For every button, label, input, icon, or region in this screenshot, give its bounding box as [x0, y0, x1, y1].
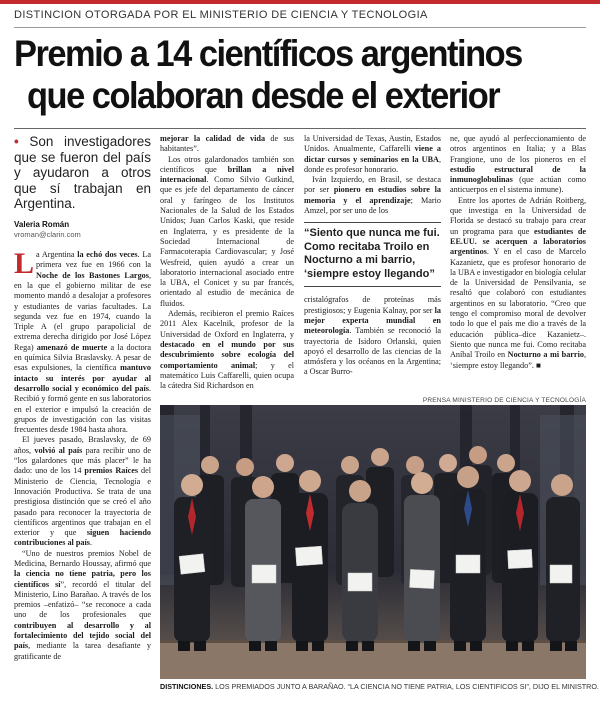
author-name: Valeria Román: [14, 219, 70, 229]
pull-quote: “Siento que nunca me fui. Como recitaba Troilo en Nocturno a mi barrio, ‘siempre estoy llegando”: [304, 222, 441, 287]
deck-text: Son investigadores que se fueron del país y ayudaron a otros que sí trabajan en Argentina.: [14, 134, 151, 211]
paragraph: Iván Izquierdo, en Brasil, se destaca por ser pionero en estudios sobre la memoria y el aprendizaje; Mario Amzel, por ser uno de los: [304, 175, 441, 216]
paragraph: la Universidad de Texas, Austin, Estados Unidos. Anualmente, Caffarelli viene a dictar cursos y seminarios en la UBA, donde es profesor honorario.: [304, 134, 441, 174]
headline-divider: [14, 128, 586, 129]
group-photo: [160, 405, 586, 679]
paragraph: La Argentina la echó dos veces. La primera vez fue en 1966 con la Noche de los Bastones Largos, en la que el gobierno militar de ese momento mandó a desalojar a profesores y estudiantes de varias facultades. La segunda vez fue en 1974, cuando la Triple A (el grupo parapolicial de extrema derecha dirigido por José López Rega) amenazó de muerte a la doctora en química Silvia Braslavsky. A pesar de esas expulsiones, la científica mantuvo intacto su interés por ayudar al desarrollo social y económico del país. Recibió y formó gente en sus laboratorios en el exterior e impulsó la creación de grupos de investigación con las visitas frecuentes desde 1984 hasta ahora.: [14, 247, 151, 435]
author-email: vroman@clarin.com: [14, 229, 81, 239]
paragraph: mejorar la calidad de vida de sus habitantes”.: [160, 134, 294, 154]
paragraph: Los otros galardonados también son científicos que brillan a nivel internacional. Como Silvio Gutkind, que es jefe del departamento de cáncer oral y faríngeo de los Institutos Nacionales de la Salud de los Estados Unidos; Juan Carlos Kaski, que reside en Inglaterra, y es presidente de la Sociedad Internacional de Farmacoterapia Cardiovascular; y José Wesfreid, quien ayudó a crear un laboratorio internacional asociado entre la UBA, el Conicet y su par francés, orientado al estudio de mecánica de fluidos.: [160, 154, 294, 308]
headline-line-1: Premio a 14 científicos argentinos: [14, 33, 522, 74]
paragraph: Además, recibieron el premio Raíces 2011 Alex Kacelnik, profesor de la Universidad de Oxford en Inglaterra, y destacado en el mundo por sus descubrimiento sobre ecología del comportamiento animal; y el matemático Luis Caffarelli, quien ocupa la cátedra Sid Richardson en: [160, 309, 294, 391]
photo-caption: [160, 682, 599, 691]
headline: [14, 33, 546, 117]
article-column-1: [14, 134, 151, 662]
article-column-3: [304, 134, 441, 378]
paragraph: El jueves pasado, Braslavsky, de 69 años, volvió al país para recibir uno de “los galardones que más placer” le ha dado: uno de los 14 premios Raíces del Ministerio de Ciencia, Tecnología e Innovación Productiva. Se trata de una prestigiosa distinción que se creó el año pasado para reconocer la trayectoria de científicos argentinos que trabajan en el exterior y que siguen haciendo contribuciones al país.: [14, 435, 151, 548]
top-accent-bar: [0, 0, 600, 4]
deck-bullet-icon: •: [14, 134, 30, 149]
headline-line-2: que colaboran desde el exterior: [27, 75, 500, 116]
paragraph: Entre los aportes de Adrián Roitberg, que investiga en la Universidad de Florida se destacó su trabajo para crear un programa para que estudiantes de EE.UU. se acerquen a laboratorios argentinos. Y en el caso de Marcelo Kazanietz, que es profesor honorario de la UBA e investigador en biología celular de la Universidad de Pensilvania, se resaltó que colaboró con estudiantes argentinos en su laboratorio. “Creo que tengo el compromiso moral de devolver todo lo que el país me dio a través de la educación pública–dice Kazanietz–. Siento que nunca me fui. Como recitaba Aníbal Troilo en Nocturno a mi barrio, ‘siempre estoy llegando”. ■: [450, 195, 587, 370]
article-column-2: [160, 134, 294, 391]
deck: [14, 134, 151, 212]
drop-cap: L: [14, 247, 35, 281]
caption-title: DISTINCIONES.: [160, 682, 214, 691]
section-kicker: DISTINCION OTORGADA POR EL MINISTERIO DE CIENCIA Y TECNOLOGIA: [14, 9, 428, 21]
paragraph: ne, que ayudó al perfeccionamiento de otros argentinos en Italia; y a Blas Frangione, uno de los pioneros en el estudio estructural de la inmunoglobulinas (que actúan como anticuerpos en el sistema inmune).: [450, 134, 586, 195]
article-column-4: [450, 134, 586, 371]
kicker-divider: [14, 27, 586, 28]
group-photo-illustration: [160, 405, 586, 679]
paragraph: cristalógrafos de proteínas más prestigiosos; y Eugenia Kalnay, por ser la mejor experta mundial en meteorología. También se reconoció la trayectoria de Isidoro Orlanski, quien apoyó el desarrollo de las ciencias de la atmósfera y los océanos en la Argentina; a Oscar Burro-: [304, 295, 441, 377]
end-mark-icon: ■: [535, 360, 541, 370]
photo-credit: PRENSA MINISTERIO DE CIENCIA Y TECNOLOGÍA: [422, 397, 586, 404]
paragraph: “Uno de nuestros premios Nobel de Medicina, Bernardo Houssay, afirmó que la ciencia no tiene patria, pero los científicos sí”, recordó el titular del Ministerio, Lino Barañao. A través de los premios –enfatizó– “se reconoce a cada uno de los profesionales que contribuyen al desarrollo y al fortalecimiento del tejido social del país, mediante la tarea desafiante y gratificante de: [14, 548, 151, 661]
caption-text: LOS PREMIADOS JUNTO A BARAÑAO. “LA CIENCIA NO TIENE PATRIA, LOS CIENTIFICOS SI”, DIJO EL MINISTRO.: [213, 682, 599, 691]
